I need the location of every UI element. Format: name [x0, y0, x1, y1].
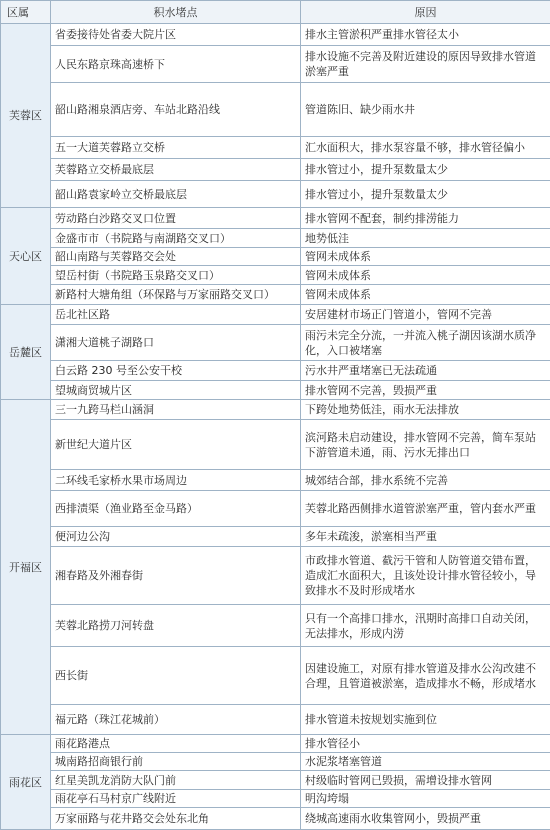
point-cell: 望岳村街（书院路玉泉路交叉口）	[51, 266, 301, 285]
point-cell: 劳动路白沙路交叉口位置	[51, 208, 301, 229]
point-cell: 芙蓉北路捞刀河转盘	[51, 605, 301, 647]
point-cell: 新路村大塘角组（环保路与万家丽路交叉口）	[51, 285, 301, 305]
district-cell: 开福区	[1, 400, 51, 735]
reason-cell: 下跨处地势低洼，雨水无法排放	[301, 400, 550, 420]
point-cell: 二环线毛家桥水果市场周边	[51, 470, 301, 491]
table-row	[1, 248, 550, 266]
reason-cell: 排水设施不完善及附近建设的原因导致排水管道淤塞严重	[301, 46, 550, 83]
table-row	[1, 527, 550, 547]
table-row	[1, 24, 550, 46]
point-cell: 雨花路港点	[51, 735, 301, 753]
point-cell: 西长街	[51, 647, 301, 705]
point-cell: 白云路 230 号至公安干校	[51, 361, 301, 381]
table-row	[1, 325, 550, 361]
reason-cell: 管道陈旧、缺少雨水井	[301, 83, 550, 137]
table-row	[1, 266, 550, 285]
reason-cell: 污水井严重堵塞已无法疏通	[301, 361, 550, 381]
point-cell: 韶山路袁家岭立交桥最底层	[51, 181, 301, 208]
reason-cell: 管网未成体系	[301, 285, 550, 305]
point-cell: 西排渍渠（渔业路至金马路）	[51, 491, 301, 527]
district-cell: 天心区	[1, 208, 51, 305]
table-row	[1, 735, 550, 753]
point-cell: 万家丽路与花井路交会处东北角	[51, 808, 301, 830]
reason-cell: 安居建材市场正门管道小，管网不完善	[301, 305, 550, 325]
table-row	[1, 159, 550, 181]
table-row	[1, 547, 550, 605]
table-row	[1, 647, 550, 705]
point-cell: 湘春路及外湘春街	[51, 547, 301, 605]
point-cell: 金盛市市（书院路与南湖路交叉口）	[51, 229, 301, 248]
table-row	[1, 753, 550, 771]
reason-cell: 排水主管淤积严重排水管径太小	[301, 24, 550, 46]
district-cell: 雨花区	[1, 735, 51, 830]
table-row	[1, 229, 550, 248]
table-row	[1, 790, 550, 808]
point-cell: 芙蓉路立交桥最底层	[51, 159, 301, 181]
reason-cell: 排水管过小，提升泵数量太少	[301, 159, 550, 181]
point-cell: 红星美凯龙消防大队门前	[51, 771, 301, 790]
table-row	[1, 470, 550, 491]
table-row	[1, 605, 550, 647]
reason-cell: 只有一个高排口排水，汛期时高排口自动关闭，无法排水，形成内涝	[301, 605, 550, 647]
reason-cell: 排水管网不完善，毁损严重	[301, 381, 550, 400]
reason-cell: 排水管过小，提升泵数量太少	[301, 181, 550, 208]
district-cell: 芙蓉区	[1, 24, 51, 208]
reason-cell: 排水管道未按规划实施到位	[301, 705, 550, 735]
table-row	[1, 381, 550, 400]
point-cell: 雨花亭石马村京广线附近	[51, 790, 301, 808]
table-body	[1, 24, 550, 830]
header-row	[1, 1, 550, 24]
point-cell: 潇湘大道桃子湖路口	[51, 325, 301, 361]
reason-cell: 明沟垮塌	[301, 790, 550, 808]
header-district: 区属	[1, 1, 51, 24]
table-row	[1, 181, 550, 208]
table-row	[1, 491, 550, 527]
point-cell: 岳北社区路	[51, 305, 301, 325]
table-row	[1, 771, 550, 790]
point-cell: 韶山南路与芙蓉路交会处	[51, 248, 301, 266]
table-row	[1, 46, 550, 83]
district-cell: 岳麓区	[1, 305, 51, 400]
reason-cell: 排水管网不配套，制约排涝能力	[301, 208, 550, 229]
point-cell: 人民东路京珠高速桥下	[51, 46, 301, 83]
reason-cell: 市政排水管道、截污干管和人防管道交错布置，造成汇水面积大，且该处设计排水管径较小，导致排水不及时形成堵水	[301, 547, 550, 605]
header-reason: 原因	[301, 1, 550, 24]
table-row	[1, 808, 550, 830]
reason-cell: 村级临时管网已毁损，需增设排水管网	[301, 771, 550, 790]
reason-cell: 滨河路未启动建设，排水管网不完善，简车泵站下游管道未通，雨、污水无排出口	[301, 420, 550, 470]
point-cell: 五一大道芙蓉路立交桥	[51, 137, 301, 159]
table-row	[1, 361, 550, 381]
reason-cell: 水泥浆堵塞管道	[301, 753, 550, 771]
point-cell: 望城商贸城片区	[51, 381, 301, 400]
reason-cell: 因建设施工，对原有排水管道及排水公沟改建不合理，且管道被淤塞，造成排水不畅，形成堵水	[301, 647, 550, 705]
point-cell: 韶山路湘泉酒店旁、车站北路沿线	[51, 83, 301, 137]
reason-cell: 城郊结合部，排水系统不完善	[301, 470, 550, 491]
table-row	[1, 208, 550, 229]
reason-cell: 地势低洼	[301, 229, 550, 248]
point-cell: 三一九跨马栏山涵洞	[51, 400, 301, 420]
reason-cell: 绕城高速雨水收集管网小，毁损严重	[301, 808, 550, 830]
table-row	[1, 305, 550, 325]
table-row	[1, 83, 550, 137]
table-row	[1, 285, 550, 305]
reason-cell: 雨污未完全分流，一并流入桃子湖因该湖水质净化，入口被堵塞	[301, 325, 550, 361]
reason-cell: 管网未成体系	[301, 266, 550, 285]
point-cell: 新世纪大道片区	[51, 420, 301, 470]
point-cell: 省委接待处省委大院片区	[51, 24, 301, 46]
point-cell: 城南路招商银行前	[51, 753, 301, 771]
table-row	[1, 705, 550, 735]
reason-cell: 管网未成体系	[301, 248, 550, 266]
reason-cell: 多年未疏浚，淤塞相当严重	[301, 527, 550, 547]
reason-cell: 芙蓉北路西侧排水道管淤塞严重，管内套水严重	[301, 491, 550, 527]
table-row	[1, 400, 550, 420]
point-cell: 便河边公沟	[51, 527, 301, 547]
point-cell: 福元路（珠江花城前）	[51, 705, 301, 735]
reason-cell: 排水管径小	[301, 735, 550, 753]
header-point: 积水堵点	[51, 1, 301, 24]
table-row	[1, 420, 550, 470]
reason-cell: 汇水面积大，排水泵容量不够，排水管径偏小	[301, 137, 550, 159]
table-row	[1, 137, 550, 159]
